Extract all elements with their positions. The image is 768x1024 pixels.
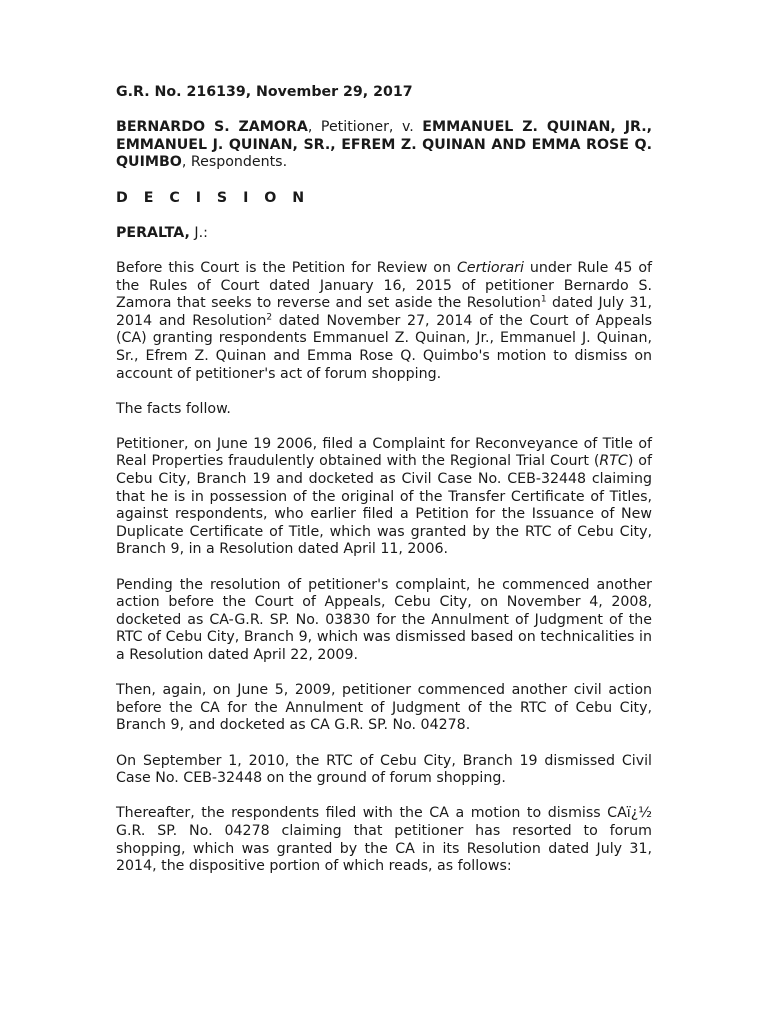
complaint-text-2: ) of Cebu City, Branch 19 and docketed as Civil Case No. CEB-32448 claiming that he is in possession of the original of the Transfer Certificate of Titles, against respondents, who earlier filed a Petition for the Issuance of New Duplicate Certificate of Title, which was granted by the RTC of Cebu City, Branch 9, in a Resolution dated April 11, 2006. — [116, 453, 652, 558]
facts-follow-paragraph: The facts follow. — [116, 400, 231, 417]
petitioner-role: , Petitioner, v. — [307, 119, 423, 136]
complaint-paragraph — [116, 436, 652, 559]
decision-heading: D E C I S I O N — [116, 189, 310, 206]
complaint-text-1: Petitioner, on June 19 2006, filed a Complaint for Reconveyance of Title of Real Properties fraudulently obtained with the Regional Trial Court ( — [116, 435, 652, 470]
complaint-rtc: RTC — [599, 453, 628, 470]
intro-text-2: under Rule 45 of the Rules of Court dated January 16, 2015 of petitioner Bernardo S. Zamora that seeks to reverse and set aside the Resolution — [116, 259, 653, 312]
respondents-role: , Respondents. — [181, 154, 288, 171]
petitioner-name: BERNARDO S. ZAMORA — [116, 119, 308, 136]
footnote-ref-1[interactable]: 1 — [540, 294, 547, 305]
pending-paragraph: Pending the resolution of petitioner's complaint, he commenced another action before the Court of Appeals, Cebu City, on November 4, 2008, docketed as CA-G.R. SP. No. 03830 for the Annulment of Judgment of the RTC of Cebu City, Branch 9, which was dismissed based on technicalities in a Resolution dated April 22, 2009. — [116, 576, 652, 663]
ponente-title: J.: — [189, 224, 208, 241]
intro-text-3: dated July 31, 2014 and Resolution — [116, 295, 652, 329]
ponente — [116, 225, 652, 243]
intro-paragraph — [116, 260, 652, 383]
intro-text-1: Before this Court is the Petition for Review on — [116, 259, 457, 276]
then-paragraph: Then, again, on June 5, 2009, petitioner commenced another civil action before the CA for the Annulment of Judgment of the RTC of Cebu City, Branch 9, and docketed as CA G.R. SP. No. 04278. — [116, 682, 652, 734]
footnote-ref-2[interactable]: 2 — [266, 311, 273, 322]
case-number: G.R. No. 216139, November 29, 2017 — [116, 84, 413, 100]
intro-certiorari: Certiorari — [456, 259, 524, 276]
respondents-names: EMMANUEL Z. QUINAN, JR., EMMANUEL J. QUINAN, SR., EFREM Z. QUINAN AND EMMA ROSE Q. QUIMBO — [116, 119, 653, 171]
september-paragraph: On September 1, 2010, the RTC of Cebu City, Branch 19 dismissed Civil Case No. CEB-32448 on the ground of forum shopping. — [116, 752, 652, 787]
case-parties — [116, 119, 652, 172]
intro-text-4: dated November 27, 2014 of the Court of Appeals (CA) granting respondents Emmanuel Z. Quinan, Jr., Emmanuel J. Quinan, Sr., Efrem Z. Quinan and Emma Rose Q. Quimbo's motion to dismiss on account of petitioner's act of forum shopping. — [116, 312, 652, 382]
ponente-name: PERALTA, — [116, 224, 190, 241]
document-page — [116, 84, 652, 893]
thereafter-paragraph: Thereafter, the respondents filed with the CA a motion to dismiss CAï¿½ G.R. SP. No. 04278 claiming that petitioner has resorted to forum shopping, which was granted by the CA in its Resolution dated July 31, 2014, the dispositive portion of which reads, as follows: — [116, 805, 652, 875]
